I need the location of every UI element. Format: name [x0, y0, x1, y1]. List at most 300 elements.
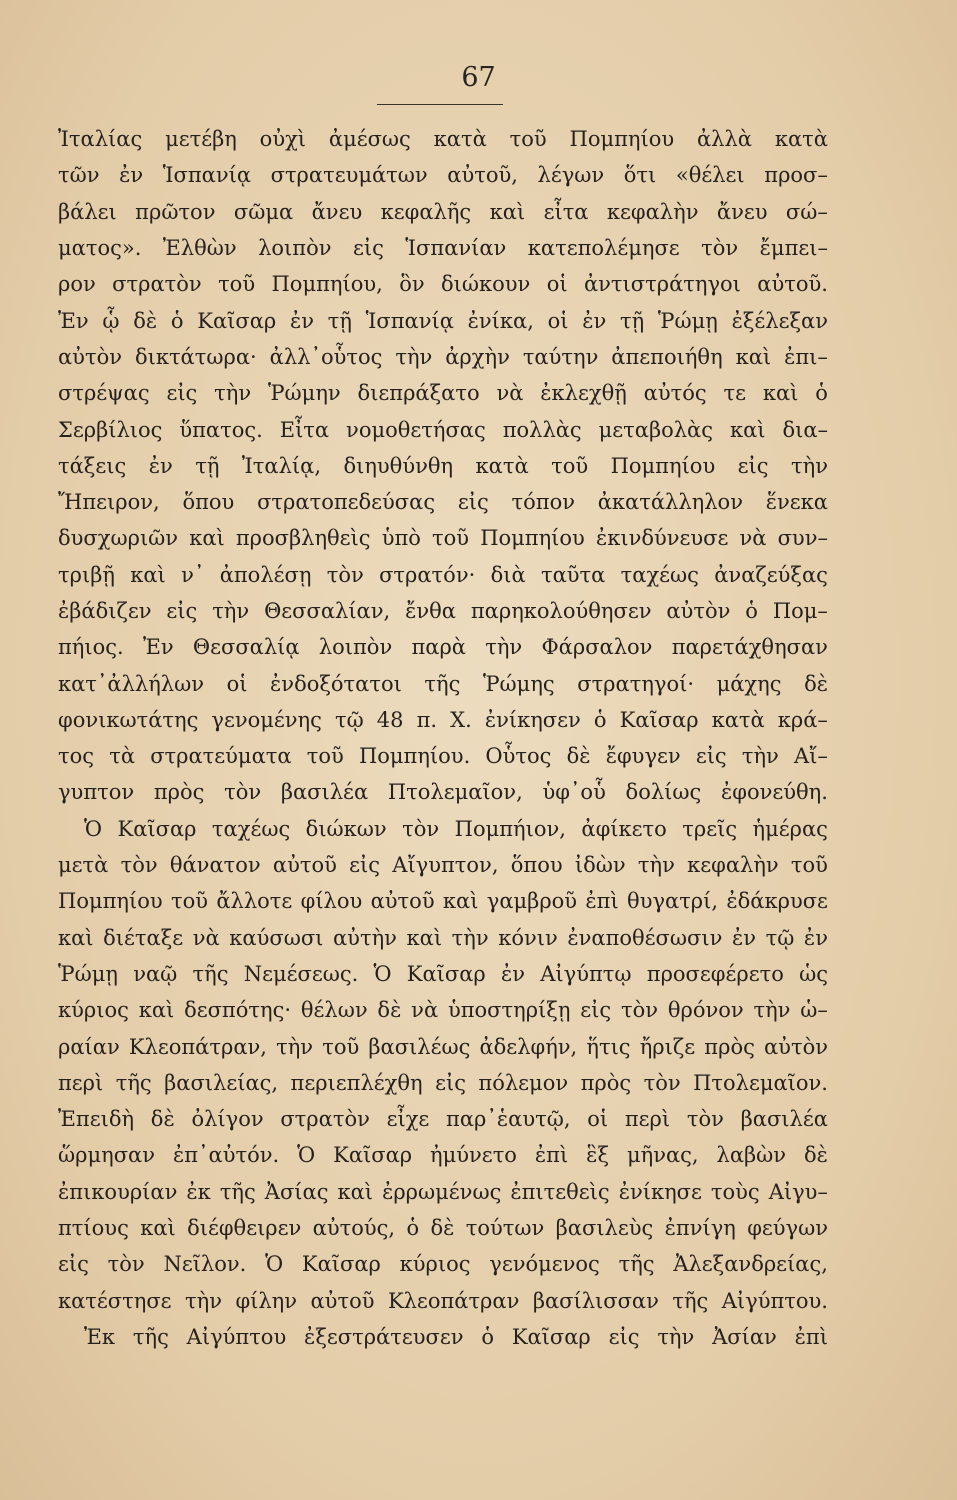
word: προσβληθεὶς: [235, 526, 371, 551]
text-line: [58, 920, 828, 956]
word: παρηκολούθησεν: [470, 599, 652, 623]
word: ὁ: [593, 707, 607, 732]
word: εἰς: [58, 1252, 89, 1277]
word: μῆνας,: [626, 1143, 699, 1168]
word: κεφαλὴν: [606, 199, 699, 224]
word: τὸν: [120, 853, 158, 878]
word: ἐπὶ: [794, 1324, 828, 1349]
word: εἰς: [695, 744, 727, 769]
word: Πομ–: [772, 599, 828, 623]
word: τὴν: [185, 1288, 222, 1313]
word: Ἐκ: [84, 1324, 116, 1349]
word: διὰ: [490, 562, 526, 587]
word: γαμβροῦ: [486, 889, 578, 914]
word: κατεπολέμησε: [527, 236, 680, 261]
text-line: [58, 847, 828, 883]
word: ἔνθα: [405, 599, 456, 623]
text-line: [58, 774, 828, 810]
word: πρὸς: [153, 780, 205, 805]
word: Ἀσίαν: [712, 1324, 777, 1349]
word: οἱ: [546, 272, 568, 297]
word: ἐν: [582, 308, 607, 333]
word: ἠμύνετο: [430, 1143, 517, 1168]
word: συν–: [777, 526, 828, 551]
body-text: [58, 121, 828, 1355]
word: ὑφ᾽οὗ: [542, 780, 606, 805]
text-line: [58, 702, 828, 738]
word: τῇ: [195, 453, 220, 478]
word: ὁ: [745, 599, 758, 623]
word: τὸν: [643, 1070, 681, 1095]
word: τὴν: [214, 381, 252, 406]
word: ὑποστηρίξῃ: [447, 998, 571, 1023]
word: βασιλεὺς: [555, 1216, 654, 1241]
word: τὸν: [224, 780, 262, 805]
word: Ἐλθὼν: [162, 236, 237, 261]
word: γενομένης: [211, 707, 322, 732]
word: τὸν: [326, 562, 364, 587]
word: στρατοπεδεύσας: [257, 490, 436, 515]
word: γυπτον: [58, 780, 135, 805]
word: κατέστησε: [58, 1288, 172, 1313]
word: ἀκατάλληλον: [597, 490, 743, 515]
word: Φάρσαλον: [541, 635, 653, 660]
word: ταχέως: [211, 816, 291, 841]
word: αὐτούς,: [312, 1216, 396, 1241]
word: οἱ: [547, 308, 569, 333]
word: νὰ: [411, 998, 439, 1023]
word: καὶ: [406, 925, 443, 950]
word: τὸν: [686, 1107, 724, 1132]
word: ἀλλὰ: [696, 127, 752, 152]
word: Κλεοπάτραν: [387, 1288, 520, 1313]
word: περὶ: [58, 1070, 104, 1095]
word: ἐξεστράτευσεν: [304, 1324, 464, 1349]
word: ἐν: [289, 308, 314, 333]
word: Εἶτα: [279, 417, 330, 442]
word: Ῥώμης: [482, 671, 555, 696]
word: ἐκ: [186, 1179, 211, 1204]
word: καὶ: [735, 344, 772, 369]
word: εἶχε: [386, 1107, 430, 1132]
word: τῆς: [219, 1179, 256, 1204]
text-line: [58, 956, 828, 992]
word: βασιλέως: [368, 1034, 471, 1059]
word: ἐφονεύθη.: [720, 780, 828, 805]
text-line: [58, 230, 828, 266]
word: βάλει: [58, 199, 117, 224]
word: Πομπηίου,: [271, 272, 383, 297]
text-line: [58, 1283, 828, 1319]
word: ἀμέσως: [328, 127, 411, 152]
word: Καῖσαρ: [406, 961, 486, 986]
word: στρατηγοί·: [577, 671, 695, 696]
word: κύριος: [58, 998, 129, 1023]
word: θάνατον: [169, 853, 261, 878]
word: τῆς: [618, 1252, 655, 1277]
word: ἀναζεύξας: [714, 562, 828, 587]
word: πρὸς: [704, 1034, 755, 1059]
text-line: [58, 375, 828, 411]
word: Θεσσαλίαν,: [264, 599, 391, 623]
word: μετέβη: [165, 127, 237, 152]
word: κατ᾽ἀλλήλων: [58, 671, 205, 696]
word: καὶ: [140, 1216, 176, 1241]
word: Ἤπειρον,: [58, 490, 160, 515]
word: βασιλέα: [280, 780, 369, 805]
word: Νεμέσεως.: [243, 961, 359, 986]
word: Σερβίλιος: [58, 417, 163, 442]
word: ὅπου: [510, 853, 563, 878]
word: τὴν: [451, 925, 489, 950]
word: τὴν: [657, 1324, 695, 1349]
word: Αἰγύπτου.: [721, 1288, 828, 1313]
word: τῶν: [58, 163, 100, 188]
word: βασιλέα: [740, 1107, 828, 1132]
word: Θεσσαλίᾳ: [192, 635, 300, 660]
word: τούτων: [465, 1216, 545, 1241]
word: ὃν: [399, 272, 425, 297]
word: Ῥώμην: [267, 381, 341, 406]
word: τοῦ: [306, 744, 344, 769]
word: Ὁ: [297, 1143, 316, 1168]
word: ἐν: [148, 453, 173, 478]
word: Πομπηίου: [480, 526, 585, 551]
word: δὲ: [804, 671, 828, 696]
word: τοῦ: [551, 453, 589, 478]
word: ἐν: [500, 961, 526, 986]
word: ὡ–: [800, 998, 828, 1023]
word: ἐπὶ: [585, 889, 619, 914]
text-line: [58, 811, 828, 847]
word: αὐτὸν: [58, 344, 122, 369]
text-line: [58, 1101, 828, 1137]
word: τοῦ: [322, 1034, 360, 1059]
word: Ἱσπανίᾳ: [365, 308, 454, 333]
word: ἀλλ᾽οὗτος: [269, 344, 383, 369]
word: βασιλείας,: [164, 1070, 279, 1095]
word: Αἴ–: [794, 744, 828, 769]
word: κατὰ: [711, 707, 765, 732]
text-line: [58, 157, 828, 193]
word: Πομπηίου: [569, 127, 675, 152]
word: Πτολεμαῖον,: [387, 780, 523, 805]
word: κεφαλῆς: [380, 199, 472, 224]
word: τόπον: [511, 490, 575, 515]
word: πόλεμον: [478, 1070, 569, 1095]
word: παρὰ: [411, 635, 466, 660]
word: Ῥώμῃ: [657, 308, 718, 333]
word: ἐν: [119, 163, 144, 188]
word: Ῥώμῃ: [58, 961, 118, 986]
word: τῷ: [765, 925, 795, 950]
word: καὶ: [489, 199, 526, 224]
word: π.: [416, 707, 438, 732]
word: τὴν: [753, 998, 791, 1023]
text-line: [58, 302, 828, 338]
word: τος: [58, 744, 95, 769]
word: ἔφυγεν: [605, 744, 681, 769]
word: τάξεις: [58, 453, 127, 478]
word: Ἱσπανίαν: [405, 236, 507, 261]
word: ὀλίγον: [191, 1107, 264, 1132]
word: ἀπολέσῃ: [219, 562, 312, 587]
text-line: [58, 992, 828, 1028]
word: τὰ: [109, 744, 136, 769]
word: ὅπου: [182, 490, 235, 515]
word: ἓξ: [586, 1143, 610, 1168]
word: προσ–: [764, 163, 828, 188]
word: «θέλει: [675, 163, 745, 188]
word: ἐν: [731, 925, 756, 950]
word: Ἐν: [142, 635, 174, 660]
word: ἐνίκησεν: [484, 707, 581, 732]
word: κατὰ: [433, 127, 487, 152]
word: ἀπεποιήθη: [611, 344, 723, 369]
word: περιεπλέχθη: [290, 1070, 423, 1095]
word: αὐτοῦ: [272, 853, 337, 878]
word: κεφαλὴν: [687, 853, 779, 878]
text-line: [58, 593, 828, 629]
word: εἰς: [349, 853, 381, 878]
word: τὴν: [485, 635, 523, 660]
word: Αἰγύπτου: [186, 1324, 287, 1349]
word: δὲ: [150, 1107, 175, 1132]
word: Πομπηίου: [610, 453, 716, 478]
word: ταύτην: [522, 344, 599, 369]
word: ραίαν: [58, 1034, 120, 1059]
word: αὐτοῦ: [370, 889, 435, 914]
word: αὐτὸν: [764, 1034, 828, 1059]
word: Καῖσαρ: [301, 1252, 381, 1277]
word: δὲ: [430, 1216, 455, 1241]
word: οἱ: [587, 1107, 609, 1132]
word: κύριος: [399, 1252, 471, 1277]
word: ὁ: [406, 1216, 420, 1241]
text-line: [58, 557, 828, 593]
word: δὲ: [804, 1143, 828, 1168]
word: Πομπηίου.: [358, 744, 471, 769]
word: διώκων: [305, 816, 387, 841]
word: πτίους: [58, 1216, 129, 1241]
word: νὰ: [739, 526, 767, 551]
word: δικτάτωρα·: [134, 344, 257, 369]
word: τὴν: [212, 599, 250, 623]
word: αὐτοῦ,: [447, 163, 518, 188]
word: καὶ: [130, 562, 166, 587]
word: τῆς: [672, 1288, 709, 1313]
word: μεταβολὰς: [598, 417, 714, 442]
word: Πτολεμαῖον.: [693, 1070, 828, 1095]
word: Καῖσαρ: [619, 707, 699, 732]
word: Νεῖλον.: [163, 1252, 247, 1277]
word: ἐπνίγη: [664, 1216, 736, 1241]
text-line: [58, 1319, 828, 1355]
text-line: [58, 665, 828, 701]
word: διέταξε: [103, 925, 184, 950]
word: τὸν: [701, 236, 739, 261]
word: λοιπὸν: [258, 236, 332, 261]
text-line: [58, 339, 828, 375]
word: ἕνεκα: [765, 490, 828, 515]
word: δὲ: [133, 308, 158, 333]
word: ν᾽: [181, 562, 205, 587]
word: τοῦ: [432, 526, 470, 551]
word: θρόνον: [667, 998, 744, 1023]
word: Αἰγύπτῳ: [540, 961, 632, 986]
word: ἐπ᾽αὐτόν.: [172, 1143, 280, 1168]
word: Ὁ: [373, 961, 392, 986]
word: Ἀσίας: [264, 1179, 329, 1204]
word: καὶ: [58, 925, 94, 950]
word: καὶ: [729, 417, 766, 442]
word: τὴν: [395, 344, 433, 369]
word: διώκουν: [441, 272, 531, 297]
word: καὶ: [189, 526, 225, 551]
text-line: [58, 1210, 828, 1246]
word: τὸν: [402, 816, 440, 841]
text-line: [58, 520, 828, 556]
word: αὐτὸν: [666, 599, 731, 623]
word: στρατεύματα: [150, 744, 292, 769]
text-line: [58, 1174, 828, 1210]
word: εἰς: [737, 453, 769, 478]
text-line: [58, 266, 828, 302]
word: φίλην: [235, 1288, 298, 1313]
word: βασίλισσαν: [532, 1288, 659, 1313]
word: καύσωσι: [229, 925, 324, 950]
word: τριβῇ: [58, 562, 115, 587]
word: τρεῖς: [682, 816, 738, 841]
word: δὲ: [566, 744, 591, 769]
word: ἀφίκετο: [581, 816, 667, 841]
word: Καῖσαρ: [117, 816, 197, 841]
word: οὐχὶ: [259, 127, 307, 152]
word: αὐτοῦ.: [757, 272, 828, 297]
word: δολίως: [625, 780, 702, 805]
word: τοῦ: [170, 889, 208, 914]
word: παρετάχθησαν: [671, 635, 828, 660]
word: Καῖσαρ: [333, 1143, 413, 1168]
word: ὡς: [799, 961, 828, 986]
word: ἡμέρας: [752, 816, 828, 841]
word: κόνιν: [498, 925, 558, 950]
word: ὑπὸ: [381, 526, 421, 551]
word: ᾧ: [102, 308, 120, 333]
word: εἶτα: [543, 199, 589, 224]
word: φίλου: [300, 889, 363, 914]
header-rule: [377, 104, 503, 105]
word: εἰς: [435, 1070, 466, 1095]
word: τε: [723, 381, 746, 406]
word: ἥτις: [586, 1034, 631, 1059]
word: τὸν: [620, 998, 658, 1023]
word: Ὁ: [265, 1252, 284, 1277]
word: πολλὰς: [502, 417, 582, 442]
word: τῷ: [334, 707, 364, 732]
word: Οὗτος: [485, 744, 552, 769]
word: δυσχωριῶν: [58, 526, 179, 551]
word: ἐδάκρυσε: [726, 889, 828, 914]
word: ὅτι: [623, 163, 657, 188]
word: Ἀλεξανδρείας,: [673, 1252, 828, 1277]
word: Ὁ: [84, 816, 103, 841]
word: πρὸς: [580, 1070, 632, 1095]
word: οἱ: [226, 671, 248, 696]
word: ἀντιστράτηγοι: [583, 272, 741, 297]
word: πρῶτον: [135, 199, 216, 224]
word: δὲ: [377, 998, 402, 1023]
word: ὥρμησαν: [58, 1143, 155, 1168]
text-line: [58, 629, 828, 665]
word: ἐρρωμένως: [382, 1179, 502, 1204]
word: περὶ: [624, 1107, 671, 1132]
word: κατὰ: [774, 127, 828, 152]
word: εἰς: [166, 381, 198, 406]
word: Πομπήιον,: [454, 816, 566, 841]
word: δια–: [782, 417, 828, 442]
word: ἰδὼν: [574, 853, 626, 878]
word: Πομπηίου: [58, 889, 163, 914]
word: ἐπιτεθεὶς: [510, 1179, 610, 1204]
text-line: [58, 738, 828, 774]
word: τῆς: [115, 1070, 152, 1095]
word: κατὰ: [475, 453, 529, 478]
word: ναῷ: [133, 961, 178, 986]
word: αὐτοῦ: [310, 1288, 375, 1313]
word: ἀρχὴν: [445, 344, 510, 369]
word: ἐπι–: [784, 344, 828, 369]
word: κρά–: [777, 707, 828, 732]
word: σῶμα: [233, 199, 294, 224]
text-line: [58, 1028, 828, 1064]
word: Αἴγυπτον,: [392, 853, 499, 878]
word: τοὺς: [710, 1179, 760, 1204]
text-line: [58, 883, 828, 919]
word: ἔμπει–: [759, 236, 828, 261]
word: ἐν: [803, 925, 828, 950]
word: διέφθειρεν: [187, 1216, 302, 1241]
word: φονικωτάτης: [58, 707, 199, 732]
word: ὁ: [170, 308, 184, 333]
word: εἰς: [580, 998, 612, 1023]
word: μάχης: [716, 671, 782, 696]
word: ἤριζε: [639, 1034, 696, 1059]
word: διεπράξατο: [357, 381, 480, 406]
word: εἰς: [166, 599, 198, 623]
word: θέλων: [300, 998, 368, 1023]
word: γενόμενος: [489, 1252, 600, 1277]
word: ἐπὶ: [534, 1143, 569, 1168]
word: ρον: [58, 272, 96, 297]
word: στρατευμάτων: [270, 163, 428, 188]
word: ὕπατος.: [179, 417, 263, 442]
word: τῆς: [132, 1324, 169, 1349]
word: τὴν: [637, 853, 675, 878]
word: Ἰταλίας: [58, 127, 143, 152]
word: στρατὸν: [112, 272, 202, 297]
word: τοῦ: [509, 127, 547, 152]
word: μετὰ: [58, 853, 109, 878]
word: τοῦ: [218, 272, 256, 297]
word: ἐνδοξότατοι: [270, 671, 402, 696]
word: αὐτὴν: [333, 925, 397, 950]
word: καὶ: [762, 381, 799, 406]
word: 48: [376, 707, 404, 732]
word: αὐτός: [643, 381, 707, 406]
word: ἄλλοτε: [216, 889, 293, 914]
word: λέγων: [537, 163, 605, 188]
